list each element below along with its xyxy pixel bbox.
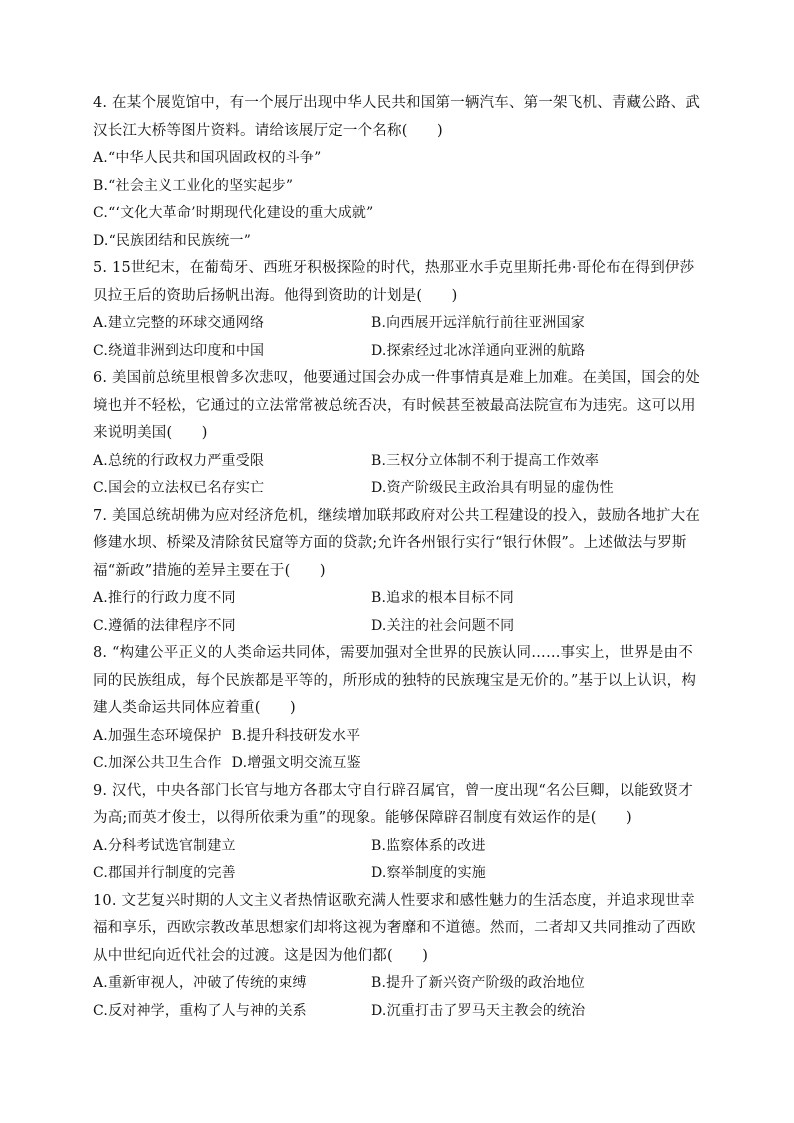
question-5-option-c: C.绕道非洲到达印度和中国	[93, 342, 265, 359]
question-10-stem: 10. 文艺复兴时期的人文主义者热情讴歌充满人性要求和感性魅力的生活态度，并追求现世幸福和享乐，西欧宗教改革思想家们却将这视为奢靡和不道德。然而，二者却又共同推动了西欧从中世纪向近代社会的过渡。这是因为他们都( )	[93, 892, 696, 964]
question-7-option-a: A.推行的行政力度不同	[93, 590, 236, 606]
question-8	[93, 640, 703, 778]
question-9-option-b: B.监察体系的改进	[371, 837, 486, 854]
question-7-option-b: B.追求的根本目标不同	[371, 590, 514, 606]
question-4-option-a: A.“中华人民共和国巩固政权的斗争”	[93, 150, 322, 166]
question-4-option-c: C.“‘文化大革命’时期现代化建设的重大成就”	[93, 205, 374, 221]
question-10	[93, 888, 703, 1026]
question-9-stem: 9. 汉代，中央各部门长官与地方各郡太守自行辟召属官，曾一度出现“名公巨卿，以能致贤才为高;而英才俊士，以得所依秉为重”的现象。能够保障辟召制度有效运作的是( )	[93, 782, 693, 826]
question-5-option-b: B.向西展开远洋航行前往亚洲国家	[371, 315, 585, 331]
question-list	[93, 90, 703, 1025]
question-10-option-d: D.沉重打击了罗马天主教会的统治	[371, 1002, 586, 1019]
question-6-option-c: C.国会的立法权已名存实亡	[93, 480, 265, 496]
question-7	[93, 503, 703, 641]
question-6-stem: 6. 美国前总统里根曾多次悲叹，他要通过国会办成一件事情真是难上加难。在美国，国会的处境也并不轻松，它通过的立法常常被总统否决，有时候甚至被最高法院宣布为违宪。这可以用来说明美国( )	[93, 370, 701, 441]
question-4-option-d: D.“民族团结和民族统一”	[93, 232, 252, 249]
question-6-option-b: B.三权分立体制不利于提高工作效率	[371, 452, 600, 469]
question-10-option-b: B.提升了新兴资产阶级的政治地位	[371, 975, 585, 991]
question-10-option-c: C.反对神学，重构了人与神的关系	[93, 1002, 307, 1019]
question-8-option-d: D.增强文明交流互鉴	[231, 755, 361, 771]
question-6	[93, 365, 703, 503]
question-9-option-d: D.察举制度的实施	[371, 865, 486, 881]
question-4-option-b: B.“社会主义工业化的坚实起步”	[93, 177, 294, 194]
question-8-option-a: A.加强生态环境保护	[93, 727, 222, 744]
question-7-option-d: D.关注的社会问题不同	[371, 617, 515, 634]
question-9-option-c: C.郡国并行制度的完善	[93, 865, 236, 881]
question-4	[93, 90, 703, 255]
question-6-option-a: A.总统的行政权力严重受限	[93, 452, 265, 469]
question-8-stem: 8. “构建公平正义的人类命运共同体，需要加强对全世界的民族认同……事实上，世界是由不同的民族组成，每个民族都是平等的，所形成的独特的民族瑰宝是无价的。”基于以上认识，构建人类命运共同体应着重( )	[93, 645, 697, 716]
question-5	[93, 255, 703, 365]
question-6-option-d: D.资产阶级民主政治具有明显的虚伪性	[371, 480, 614, 496]
question-4-stem: 4. 在某个展览馆中，有一个展厅出现中华人民共和国第一辆汽车、第一架飞机、青藏公路、武汉长江大桥等图片资料。请给该展厅定一个名称( )	[93, 95, 701, 139]
question-8-option-c: C.加深公共卫生合作	[93, 755, 222, 771]
question-9	[93, 778, 703, 888]
question-10-option-a: A.重新审视人，冲破了传统的束缚	[93, 975, 307, 991]
question-5-option-d: D.探索经过北冰洋通向亚洲的航路	[371, 342, 586, 359]
question-5-stem: 5. 15世纪末，在葡萄牙、西班牙积极探险的时代，热那亚水手克里斯托弗·哥伦布在得到伊莎贝拉王后的资助后扬帆出海。他得到资助的计划是( )	[93, 260, 695, 304]
question-9-option-a: A.分科考试选官制建立	[93, 837, 236, 854]
question-7-stem: 7. 美国总统胡佛为应对经济危机，继续增加联邦政府对公共工程建设的投入，鼓励各地扩大在修建水坝、桥梁及清除贫民窟等方面的贷款;允许各州银行实行“银行休假”。上述做法与罗斯福“新政”措施的差异主要在于( )	[93, 507, 701, 579]
question-5-option-a: A.建立完整的环球交通网络	[93, 315, 265, 331]
question-7-option-c: C.遵循的法律程序不同	[93, 617, 236, 634]
question-8-option-b: B.提升科技研发水平	[231, 727, 361, 744]
